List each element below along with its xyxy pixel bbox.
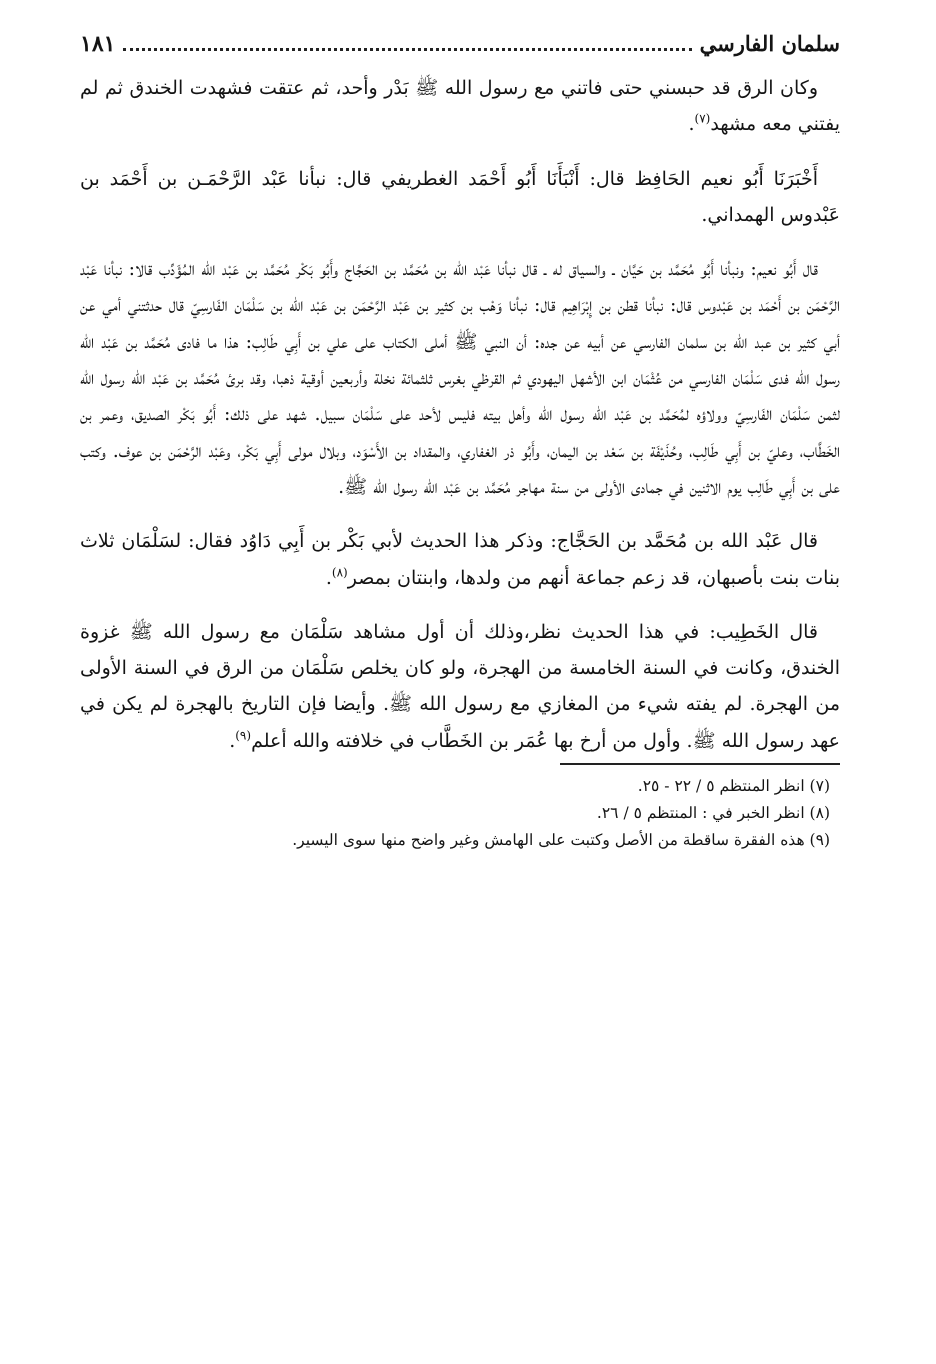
footnote-ref-8: (٨) [331, 565, 348, 580]
leader-dots [123, 26, 691, 51]
paragraph-end: . [325, 566, 332, 589]
footnote-separator [560, 763, 840, 765]
paragraph-text: أَخْبَرَنَا أَبُو نعيم الحَافِظ قال: أَنْبَأَنَا أَبُو أَحْمَد الغطريفي قال: نبأنا عَبْد الرَّحْمَـن بن أَحْمَد بن عَبْدوس الهمداني. [80, 167, 840, 226]
running-head-title: سلمان الفارسي [699, 31, 840, 56]
footnote-ref-7: (٧) [694, 111, 711, 126]
paragraph-5 [80, 614, 840, 759]
footnote-7: (٧) انظر المنتظم ٥ / ٢٢ - ٢٥. [637, 777, 830, 796]
footnote-9: (٩) هذه الفقرة ساقطة من الأصل وكتبت على الهامش وغير واضح منها سوى اليسير. [292, 831, 830, 850]
paragraph-text: وكان الرق قد حبسني حتى فاتني مع رسول الله ﷺ بَدْر وأحد، ثم عتقت فشهدت الخندق ثم لم يفتني معه مشهد [80, 77, 840, 136]
paragraph-text: قال الخَطِيب: في هذا الحديث نظر،وذلك أن أول مشاهد سَلْمَان مع رسول الله ﷺ غزوة الخندق، وكانت في السنة الخامسة من الهجرة، ولو كان يخلص سَلْمَان من الرق في السنة الأولى من الهجرة. لم يفته شيء من المغازي مع رسول الله ﷺ. وأيضا فإن التاريخ بالهجرة لم يكن في عهد رسول الله ﷺ. وأول من أرخ بها عُمَر بن الخَطَّاب في خلافته والله أعلم [80, 620, 840, 752]
footnote-ref-9: (٩) [235, 728, 252, 743]
book-page [80, 26, 840, 854]
paragraph-end: . [229, 729, 236, 752]
footnotes [80, 773, 830, 854]
running-head [80, 26, 840, 70]
paragraph-text: قال عَبْد الله بن مُحَمَّد بن الحَجَّاج: وذكر هذا الحديث لأبي بَكْر بن أَبِي دَاوُد فقال: لسَلْمَان ثلاث بنات بنت بأصبهان، قد زعم جماعة أنهم من ولدها، وابنتان بمصر [80, 530, 840, 589]
paragraph-1 [80, 70, 840, 143]
paragraph-end: . [688, 113, 695, 136]
page-number: ١٨١ [80, 31, 116, 57]
footnote-8: (٨) انظر الخبر في : المنتظم ٥ / ٢٦. [596, 804, 830, 823]
paragraph-2 [80, 161, 840, 234]
paragraph-text: قال أَبُو نعيم: ونبأنا أَبُو مُحَمَّد بن حَيَّان ـ والسياق له ـ قال نبأنا عَبْد الله بن مُحَمَّد بن الحَجَّاج وأَبُو بَكْر مُحَمَّد بن عَبْد الله المُؤَدِّب قالا: نبأنا عَبْد الرَّحْمَن بن أَحْمَد بن عَبْدوس قال: نبأنا قطن بن إِبْرَاهِيم قال: نبأنا وَهْب بن كثير بن عَبْد الرَّحْمَن بن عَبْد الله بن سَلْمَان الفَارسِيّ قال حدثتني أمي عن أبي كثير بن عبد الله بن سلمان الفارسي عن أبيه عن جده: أن النبي ﷺ أملى الكتاب على علي بن أَبِي طَالِب: هذا ما فادى مُحَمَّد بن عَبْد الله رسول الله فدى سَلْمَان الفارسي من عُثْمَان ابن الأشهل اليهودي ثم القرظي بغرس ثلثمائة نخلة وأربعين أوقية ذهبا، وقد برئ مُحَمَّد بن عَبْد الله رسول الله لثمن سَلْمَان الفَارسِيّ وولاؤه لمُحَمَّد بن عَبْد الله رسول الله وأهل بيته فليس لأحد على سَلْمَان سبيل. شهد على ذلك: أَبُو بَكْر الصديق، وعمر بن الخَطَّاب، وعليّ بن أَبِي طَالِب، وحُذَيْفَة بن سَعْد بن اليمان، وأَبُو ذر الغفاري، والمقداد بن الأَسْوَد، وبلال مولى أَبِي بَكْر، وعَبْد الرَّحْمَن بن عوف. وكتب على بن أَبِي طَالِب يوم الاثنين في جمادى الأولى من سنة مهاجر مُحَمَّد بن عَبْد الله رسول الله ﷺ. [80, 258, 840, 498]
paragraph-3 [80, 251, 840, 505]
paragraph-4 [80, 523, 840, 596]
